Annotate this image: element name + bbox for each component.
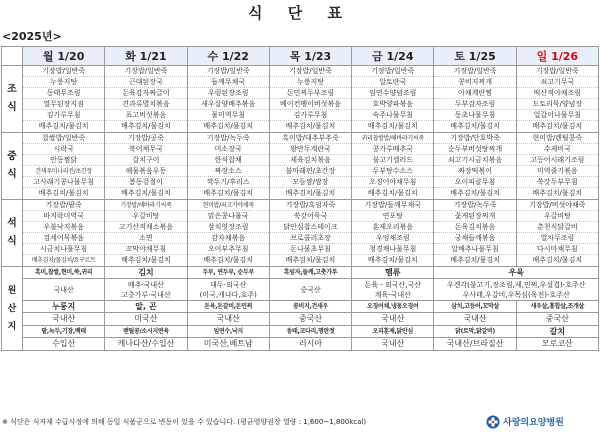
menu-item: 돈육감자짜글이 — [105, 88, 186, 99]
menu-item: 춘천식닭갈비 — [517, 222, 598, 233]
menu-item: 쇠고기시금치볶음 — [434, 155, 515, 166]
meal-cell — [187, 133, 269, 200]
origin-label-char: 산 — [7, 303, 17, 314]
menu-item: 배추김치/물김치 — [203, 122, 254, 130]
meal-cell — [434, 200, 516, 267]
origin-item-value — [516, 338, 598, 351]
meal-cell — [187, 200, 269, 267]
menu-item: 소면 — [105, 233, 186, 244]
menu-item: 우엉채조림 — [352, 233, 433, 244]
menu-item: 배추김치/물김치 — [367, 122, 418, 130]
menu-item: 물미역무침 — [188, 110, 269, 121]
menu-item: 떡산적야채조림 — [517, 88, 598, 99]
menu-item: 콩비지찌개 — [434, 77, 515, 88]
menu-item: 짜장소스 — [188, 166, 269, 177]
menu-item: 해물볶음우동 — [105, 166, 186, 177]
meal-cell — [352, 133, 434, 200]
menu-item: 현미밥/렌틸콩죽 — [517, 133, 598, 144]
meal-cell — [269, 66, 351, 133]
menu-item: 미소장국 — [188, 144, 269, 155]
meal-cell — [105, 66, 187, 133]
menu-item: 기장밥/버섯야채죽 — [517, 200, 598, 211]
origin-value-line: 모로코산 — [541, 339, 573, 348]
menu-item: 얼갈이나물무침 — [517, 110, 598, 121]
menu-item: 삼치엿장조림 — [188, 222, 269, 233]
meal-label — [2, 200, 23, 267]
origin-value-row — [2, 313, 599, 326]
meal-cell — [269, 200, 351, 267]
menu-item: 배추김치/물김치 — [121, 189, 171, 197]
menu-item: 기장밥/팥죽 — [23, 200, 104, 211]
origin-item-name: 팥,녹두,기장,백태 — [23, 326, 105, 338]
origin-item-value — [187, 338, 269, 351]
menu-item: 기장밥/단호박죽 — [434, 133, 515, 144]
origin-item-name: 콩비지,건새우 — [269, 301, 351, 313]
menu-item: 브로콜리초장 — [270, 233, 351, 244]
origin-value-line: 우겐각(불고기,장조림,제,민찌,우설겹)-호주산 — [446, 280, 586, 289]
menu-item: 훈제오리볶음 — [352, 222, 433, 233]
menu-item: 불마래편/초간장 — [270, 166, 351, 177]
menu-item: 견과류멸치볶음 — [105, 99, 186, 110]
origin-value-line: 대두-외국산 — [210, 280, 247, 289]
origin-item-value — [187, 279, 269, 301]
origin-item-name: 햄류 — [352, 267, 434, 279]
menu-item: 흑미밥/대추부추죽 — [270, 133, 351, 144]
origin-value-line: 미국산,베트남 — [203, 339, 253, 348]
origin-item-name: 새우살,홍합살,조개살 — [516, 301, 598, 313]
menu-item: 우갈비탕 — [105, 211, 186, 222]
menu-item: 모듬쌈/쌈장 — [270, 177, 351, 188]
meal-cell — [516, 200, 598, 267]
meal-cell — [187, 66, 269, 133]
meal-cell — [516, 66, 598, 133]
menu-item: 기장밥/일반죽 — [517, 66, 598, 77]
year-label: <2025년> — [2, 30, 62, 43]
origin-value-line: 국내산 — [381, 339, 405, 348]
menu-item: 쑥갓어묵국 — [270, 211, 351, 222]
day-header-5: 토 1/25 — [434, 47, 516, 66]
origin-value-line: 계육-국내산 — [374, 290, 411, 299]
menu-item: 연포탕 — [352, 211, 433, 222]
menu-item: 북어채무국 — [105, 144, 186, 155]
origin-name-row — [2, 326, 599, 338]
menu-item: 기장밥/녹두죽 — [434, 200, 515, 211]
hospital-name: 사랑의요양병원 — [503, 418, 564, 428]
menu-item: 배추김치/물김치 — [367, 189, 418, 197]
meal-cell — [434, 66, 516, 133]
origin-item-value — [23, 338, 105, 351]
menu-item: 찹쌀밥/일반죽 — [23, 133, 104, 144]
day-header-6: 일 1/26 — [516, 47, 598, 66]
origin-value-line: 중국산 — [545, 314, 569, 323]
origin-value-line: 국내산 — [381, 314, 405, 323]
origin-item-value — [105, 338, 187, 351]
origin-value-line: 돈육 - 외국산,국산 — [364, 280, 422, 289]
menu-item: 돈민찌두부조림 — [270, 88, 351, 99]
origin-item-name: 돈육,돈갈비,돈민찌 — [187, 301, 269, 313]
day-header-1: 화 1/21 — [105, 47, 187, 66]
meal-label-char: 석 — [7, 218, 17, 229]
origin-item-name: 김치 — [105, 267, 187, 279]
menu-item: 배추김치/물김치 — [203, 189, 254, 197]
menu-item: 우불낙지볶음 — [23, 222, 104, 233]
menu-item: 호박양파볶음 — [352, 99, 433, 110]
meal-cell — [516, 133, 598, 200]
menu-item: 동초나물무침 — [434, 110, 515, 121]
menu-item: 배추김치/물김치 — [38, 122, 89, 130]
menu-item: 짜장떡볶이 — [434, 166, 515, 177]
origin-value-line: 국내산 — [216, 314, 240, 323]
origin-item-name: 닭(토막,닭갈비) — [434, 326, 516, 338]
menu-item: 불고기샐러드 — [352, 155, 433, 166]
menu-item: 누룽지탕 — [270, 77, 351, 88]
origin-item-value — [23, 279, 105, 301]
meal-row-2 — [2, 200, 599, 267]
menu-item: 배추김치/물김치/요구르트 — [31, 257, 96, 264]
menu-item: 동태무조림 — [23, 88, 104, 99]
menu-item: 김가루무침 — [270, 110, 351, 121]
menu-item: 고사래기콩나물무침 — [23, 177, 104, 188]
menu-item: 누룽지탕 — [23, 77, 104, 88]
origin-item-name: 알, 곤 — [105, 301, 187, 313]
meal-row-0 — [2, 66, 599, 133]
origin-value-line: 국내산 — [52, 314, 76, 323]
menu-item: 기장밥/일반죽 — [23, 66, 104, 77]
meal-cell — [23, 66, 105, 133]
origin-value-line: 캐나다산/수입산 — [117, 339, 175, 348]
menu-item: 기장밥/일반죽 — [270, 66, 351, 77]
menu-item: 오징어야채무침 — [352, 177, 433, 188]
origin-item-name: 두부, 연두부, 순두부 — [187, 267, 269, 279]
menu-item: 배추김치/물김치 — [121, 122, 171, 130]
menu-item: 두부감자조림 — [434, 99, 515, 110]
menu-table — [1, 46, 599, 351]
origin-value-line: 우사태,우갈비,우목심(육전)-호주산 — [462, 290, 570, 299]
origin-item-name: 렌틸콩/소시지연육 — [105, 326, 187, 338]
origin-value-line: 국내산 — [463, 314, 487, 323]
origin-value-line: 배추·국내산 — [127, 280, 164, 289]
menu-item: 배추김치/물김치 — [532, 189, 583, 197]
menu-item: 갈치구이 — [105, 155, 186, 166]
menu-item: 제육김치볶음 — [270, 155, 351, 166]
meal-cell — [352, 200, 434, 267]
menu-item: 기장밥/공죽 — [105, 133, 186, 144]
menu-item: 임연수양념조림 — [352, 88, 433, 99]
menu-item: 오이부추무침 — [188, 244, 269, 255]
menu-item: 닭안심찹스테이크 — [270, 222, 351, 233]
origin-item-value — [434, 279, 599, 301]
page-title: 식 단 표 — [248, 4, 352, 22]
menu-item: 배추김치/물김치 — [285, 256, 336, 264]
day-header-row — [2, 47, 599, 66]
menu-item: 기장밥/일반죽 — [352, 66, 433, 77]
menu-item: 배추김치/물김치 — [532, 122, 583, 130]
origin-value-row — [2, 338, 599, 351]
origin-item-name: 동태,코다리,명란젓 — [269, 326, 351, 338]
day-header-2: 수 1/22 — [187, 47, 269, 66]
menu-item: 감자채볶음 — [188, 233, 269, 244]
menu-item: 한식잡채 — [188, 155, 269, 166]
menu-item: 현미밥/쇠고기야채죽 — [188, 200, 269, 211]
menu-item: 표고버섯볶음 — [105, 110, 186, 121]
menu-item: 검세어묵볶음 — [23, 233, 104, 244]
meal-label-char: 식 — [7, 169, 17, 180]
footnote: ※ 식단은 식자재 수급사정에 의해 동일 식품군으로 변동이 있을 수 있습니다. (평균영양권장 열량 : 1,600~1,800kcal) — [2, 418, 367, 426]
menu-item: 김가루무침 — [23, 110, 104, 121]
menu-item: 쑥갓두부무침 — [517, 177, 598, 188]
origin-item-name: 우육 — [434, 267, 599, 279]
meal-label-char: 식 — [7, 102, 17, 113]
menu-item: 우갈비탕 — [517, 211, 598, 222]
menu-item: 배추김치/물김치 — [450, 189, 500, 197]
day-header-4: 금 1/24 — [352, 47, 434, 66]
menu-item: 콩가루배추국 — [352, 144, 433, 155]
origin-item-value — [434, 338, 516, 351]
menu-item: 고기산적채소볶음 — [105, 222, 186, 233]
menu-item: 오이피클무침 — [434, 177, 515, 188]
meal-cell — [105, 200, 187, 267]
day-header-3: 목 1/23 — [269, 47, 351, 66]
meal-row-1 — [2, 133, 599, 200]
meal-label-char: 중 — [7, 151, 17, 162]
menu-item: 들깨무채국 — [188, 77, 269, 88]
menu-item: 꽃게된장찌개 — [434, 211, 515, 222]
origin-value-line: 중국산 — [300, 285, 321, 294]
origin-label — [2, 267, 23, 351]
menu-item: 베이컨팽이버섯볶음 — [270, 99, 351, 110]
menu-item: 순두부버섯탕찌개 — [434, 144, 515, 155]
menu-item: 배추김치/물김치 — [532, 256, 583, 264]
origin-item-name: 흑임자,들깨,고춧가루 — [269, 267, 351, 279]
origin-item-value — [352, 338, 434, 351]
menu-item: 기장밥/흑임자죽 — [270, 200, 351, 211]
menu-item: 열무된장지짐 — [23, 99, 104, 110]
origin-item-value — [105, 313, 187, 326]
menu-item: 돈나물초무침 — [270, 244, 351, 255]
menu-item: 기장밥/들깨무채국 — [352, 200, 433, 211]
menu-item: 청경채나물무침 — [352, 244, 433, 255]
origin-value-line: 중국산 — [298, 314, 323, 323]
origin-item-value — [434, 313, 516, 326]
menu-item: 기장밥/녹두죽 — [188, 133, 269, 144]
meal-label-char: 조 — [7, 84, 17, 95]
meal-cell — [352, 66, 434, 133]
day-header-0: 월 1/20 — [23, 47, 105, 66]
origin-item-name: 누룽지 — [23, 301, 105, 313]
origin-value-line: 고춧가루·국내산 — [121, 290, 171, 299]
menu-item: 바지락미역국 — [23, 211, 104, 222]
menu-item: 기장밥/일반죽 — [188, 66, 269, 77]
meal-cell — [105, 133, 187, 200]
origin-value-line: 국내산/브라질산 — [446, 339, 504, 348]
origin-item-value — [105, 279, 187, 301]
hospital-logo — [486, 413, 598, 430]
menu-item: 배추김치/물김치 — [450, 256, 500, 264]
origin-item-value — [187, 313, 269, 326]
origin-label-char: 지 — [7, 321, 17, 332]
menu-item: 귀리찹쌀밥/해바라기씨죽 — [352, 133, 433, 144]
origin-name-row — [2, 301, 599, 313]
origin-item-name: 흑미,찹쌀,현미,쑥,귀리 — [23, 267, 105, 279]
menu-item: 왕만두계란국 — [270, 144, 351, 155]
menu-item: 궁채들깨볶음 — [434, 233, 515, 244]
origin-value-row — [2, 279, 599, 301]
menu-item: 고등어시래기조림 — [517, 155, 598, 166]
origin-value-line: 미국산 — [134, 314, 158, 323]
menu-item: 두부탕수소스 — [352, 166, 433, 177]
meal-label-char: 식 — [7, 236, 17, 247]
menu-item: 배추김치/물김치 — [285, 189, 336, 197]
menu-item: 숙주나물무침 — [352, 110, 433, 121]
menu-item: 배추김치/물김치 — [121, 256, 171, 264]
origin-label-char: 원 — [7, 285, 17, 296]
menu-item: 근대된장국 — [105, 77, 186, 88]
meal-cell — [434, 133, 516, 200]
origin-value-line: 수입산 — [52, 339, 76, 348]
menu-item: 돈육김치볶음 — [434, 222, 515, 233]
hospital-cross-icon — [486, 415, 500, 429]
menu-item: 시금치나물무침 — [23, 244, 104, 255]
menu-item: 배추김치/물김치 — [203, 256, 254, 264]
menu-item: 다시마채무침 — [517, 244, 598, 255]
origin-item-value — [269, 338, 351, 351]
menu-item: 배추김치/물김치 — [450, 122, 500, 130]
menu-item: 아채계란찜 — [434, 88, 515, 99]
menu-item: 기장밥/일반죽 — [434, 66, 515, 77]
menu-item: 시락국 — [23, 144, 104, 155]
menu-item: 수제비국 — [517, 144, 598, 155]
origin-item-value — [269, 279, 351, 301]
menu-item: 맑은콩나물국 — [188, 211, 269, 222]
menu-item: 배추김치/물김치 — [285, 122, 336, 130]
origin-item-name: 오리훈제,닭안심 — [352, 326, 434, 338]
meal-cell — [269, 133, 351, 200]
menu-item: 꼬막야채무침 — [105, 244, 186, 255]
meal-label — [2, 66, 23, 133]
origin-value-line: (미국,캐나다,호주) — [199, 290, 257, 299]
menu-item: 배추김치/물김치 — [367, 256, 418, 264]
menu-item: 안동찜닭 — [23, 155, 104, 166]
origin-item-name: 오징어채,냉동오징어 — [352, 301, 434, 313]
menu-item: 건새우미나리전/초간장 — [23, 166, 104, 177]
menu-item: 봄동겉절이 — [105, 177, 186, 188]
origin-item-name: 삼치,고등어,꼬막살 — [434, 301, 516, 313]
meal-cell — [23, 133, 105, 200]
origin-item-name: 임연수,낙지 — [187, 326, 269, 338]
menu-item: 알배추나물무침 — [434, 244, 515, 255]
menu-item: 쇠고기무국 — [517, 77, 598, 88]
menu-item: 새우살양배추볶음 — [188, 99, 269, 110]
origin-value-line: 국내산 — [53, 285, 74, 294]
origin-item-value — [269, 313, 351, 326]
meal-label — [2, 133, 23, 200]
meal-cell — [23, 200, 105, 267]
origin-item-value — [352, 279, 434, 301]
menu-item: 열차두조림 — [517, 233, 598, 244]
origin-item-value — [516, 313, 598, 326]
menu-item: 미역줄기볶음 — [517, 166, 598, 177]
origin-item-value — [23, 313, 105, 326]
menu-item: 배추김치/물김치 — [38, 189, 89, 197]
origin-item-name: 갈치 — [516, 326, 598, 338]
menu-item: 기장밥/일반죽 — [105, 66, 186, 77]
menu-item: 알토란국 — [352, 77, 433, 88]
origin-item-value — [352, 313, 434, 326]
origin-name-row — [2, 267, 599, 279]
menu-item: 도토리묵/양념장 — [517, 99, 598, 110]
menu-item: 우렁된장조림 — [188, 88, 269, 99]
origin-value-line: 러시아 — [298, 339, 323, 348]
header-corner — [2, 47, 23, 66]
menu-item: 기장밥/해바라기씨죽 — [105, 200, 186, 211]
menu-item: 깍두기/후리스 — [188, 177, 269, 188]
